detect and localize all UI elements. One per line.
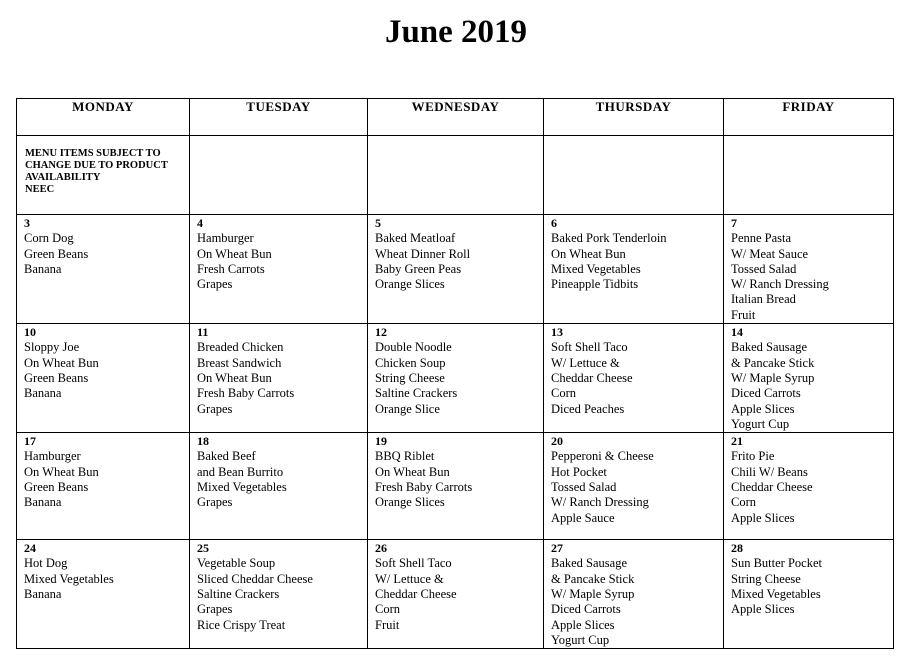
menu-item: & Pancake Stick (731, 355, 815, 370)
day-date: 25 (197, 541, 209, 556)
menu-item: Yogurt Cup (731, 416, 790, 431)
menu-item: W/ Ranch Dressing (551, 495, 649, 510)
weekday-header-thursday: THURSDAY (544, 99, 724, 136)
day-cell (17, 215, 190, 324)
menu-item: Sloppy Joe (24, 340, 80, 355)
day-cell (17, 540, 190, 649)
menu-item: On Wheat Bun (197, 370, 272, 385)
week-row (17, 540, 894, 649)
menu-item: Corn (375, 602, 400, 617)
availability-note (17, 136, 189, 196)
menu-item: W/ Meat Sauce (731, 246, 809, 261)
menu-item: Cheddar Cheese (375, 587, 457, 602)
menu-item: Hamburger (197, 231, 254, 246)
day-cell (368, 324, 544, 433)
day-date: 21 (731, 434, 743, 449)
day-date: 4 (197, 216, 203, 230)
day-menu (190, 324, 367, 417)
menu-item: Baked Sausage (731, 340, 808, 355)
note-row (17, 136, 894, 215)
page-title: June 2019 (384, 14, 528, 50)
menu-item: Italian Bread (731, 292, 796, 307)
menu-item: W/ Maple Syrup (731, 370, 815, 385)
day-cell (724, 324, 894, 433)
empty-cell (544, 136, 724, 215)
menu-item: Orange Slice (375, 401, 440, 416)
menu-item: Penne Pasta (731, 231, 792, 246)
note-line: AVAILABILITY (25, 172, 101, 183)
day-cell (368, 540, 544, 649)
menu-item: Vegetable Soup (197, 556, 276, 571)
note-line: CHANGE DUE TO PRODUCT (25, 160, 168, 171)
day-cell (544, 433, 724, 540)
day-menu (724, 324, 893, 432)
week-row (17, 433, 894, 540)
day-menu (724, 433, 893, 526)
day-cell (190, 433, 368, 540)
day-date: 26 (375, 541, 387, 556)
day-menu (190, 433, 367, 510)
day-cell (190, 540, 368, 649)
menu-item: Grapes (197, 277, 233, 292)
menu-item: Apple Slices (731, 602, 795, 617)
menu-item: Corn (551, 386, 576, 401)
menu-item: Green Beans (24, 480, 89, 495)
menu-item: Apple Slices (731, 510, 795, 525)
menu-item: Fresh Baby Carrots (197, 386, 295, 401)
menu-item: Chicken Soup (375, 355, 446, 370)
calendar-table (16, 98, 894, 649)
menu-item: Fresh Carrots (197, 261, 265, 276)
menu-item: Soft Shell Taco (551, 340, 628, 355)
menu-item: Banana (24, 386, 62, 401)
menu-item: Hot Dog (24, 556, 68, 571)
menu-item: Sun Butter Pocket (731, 556, 822, 571)
note-cell (17, 136, 190, 215)
day-menu (17, 540, 189, 602)
day-date: 6 (551, 216, 557, 230)
menu-item: Hot Pocket (551, 464, 607, 479)
menu-item: On Wheat Bun (375, 464, 450, 479)
day-date: 20 (551, 434, 563, 449)
menu-item: Baked Pork Tenderloin (551, 231, 667, 246)
menu-item: String Cheese (375, 370, 445, 385)
menu-item: On Wheat Bun (197, 246, 272, 261)
empty-cell (190, 136, 368, 215)
menu-item: Banana (24, 261, 62, 276)
day-menu (190, 215, 367, 292)
menu-item: W/ Lettuce & (551, 355, 620, 370)
menu-item: On Wheat Bun (24, 355, 99, 370)
menu-item: Frito Pie (731, 449, 775, 464)
menu-item: Orange Slices (375, 495, 445, 510)
day-menu (724, 540, 893, 617)
menu-item: Yogurt Cup (551, 632, 610, 647)
menu-item: Rice Crispy Treat (197, 617, 286, 632)
menu-item: Grapes (197, 401, 233, 416)
day-menu (17, 433, 189, 510)
menu-item: Double Noodle (375, 340, 452, 355)
day-cell (544, 540, 724, 649)
day-cell (544, 215, 724, 324)
menu-item: Wheat Dinner Roll (375, 246, 471, 261)
menu-item: and Bean Burrito (197, 464, 284, 479)
menu-item: Orange Slices (375, 277, 445, 292)
day-cell (724, 433, 894, 540)
menu-item: Fruit (731, 307, 756, 322)
note-line: MENU ITEMS SUBJECT TO (25, 148, 161, 159)
menu-item: Diced Carrots (551, 602, 621, 617)
menu-item: Baby Green Peas (375, 261, 462, 276)
menu-item: Breaded Chicken (197, 340, 284, 355)
day-menu (368, 215, 543, 292)
day-menu (190, 540, 367, 633)
day-menu (724, 215, 893, 323)
day-menu (544, 324, 723, 417)
day-date: 24 (24, 541, 36, 556)
menu-item: Breast Sandwich (197, 355, 282, 370)
menu-item: String Cheese (731, 571, 801, 586)
day-cell (724, 215, 894, 324)
menu-item: W/ Lettuce & (375, 571, 444, 586)
day-date: 18 (197, 434, 209, 449)
menu-item: Baked Meatloaf (375, 231, 456, 246)
weekday-header-tuesday: TUESDAY (190, 99, 368, 136)
day-date: 13 (551, 325, 563, 340)
weekday-header-wednesday: WEDNESDAY (368, 99, 544, 136)
day-menu (368, 433, 543, 510)
day-menu (544, 215, 723, 292)
day-cell (17, 324, 190, 433)
menu-item: W/ Maple Syrup (551, 587, 635, 602)
menu-item: W/ Ranch Dressing (731, 277, 829, 292)
day-date: 27 (551, 541, 563, 556)
weekday-header-row (17, 99, 894, 136)
menu-item: Chili W/ Beans (731, 464, 808, 479)
week-row (17, 324, 894, 433)
menu-item: Mixed Vegetables (197, 480, 287, 495)
day-cell (368, 215, 544, 324)
menu-item: BBQ Riblet (375, 449, 435, 464)
menu-item: Corn Dog (24, 231, 74, 246)
menu-item: Grapes (197, 602, 233, 617)
day-menu (17, 215, 189, 277)
menu-item: Saltine Crackers (375, 386, 458, 401)
empty-cell (724, 136, 894, 215)
menu-item: Sliced Cheddar Cheese (197, 571, 313, 586)
day-date: 10 (24, 325, 36, 340)
menu-item: Cheddar Cheese (731, 480, 813, 495)
menu-item: & Pancake Stick (551, 571, 635, 586)
day-date: 28 (731, 541, 743, 556)
day-menu (544, 540, 723, 648)
menu-item: Baked Beef (197, 449, 256, 464)
day-cell (368, 433, 544, 540)
menu-item: Apple Sauce (551, 510, 615, 525)
note-line: NEEC (25, 184, 55, 195)
menu-item: Baked Sausage (551, 556, 628, 571)
menu-item: Green Beans (24, 370, 89, 385)
day-cell (17, 433, 190, 540)
menu-item: Banana (24, 587, 62, 602)
day-date: 11 (197, 325, 209, 340)
menu-item: Mixed Vegetables (24, 571, 114, 586)
menu-item: Tossed Salad (551, 480, 617, 495)
menu-item: On Wheat Bun (551, 246, 626, 261)
day-menu (368, 324, 543, 417)
day-cell (544, 324, 724, 433)
menu-item: Pepperoni & Cheese (551, 449, 654, 464)
day-date: 12 (375, 325, 387, 340)
day-cell (190, 215, 368, 324)
day-date: 5 (375, 216, 381, 230)
day-menu (544, 433, 723, 526)
menu-item: Tossed Salad (731, 261, 797, 276)
day-menu (368, 540, 543, 633)
menu-item: Green Beans (24, 246, 89, 261)
menu-item: Apple Slices (551, 617, 615, 632)
menu-item: Soft Shell Taco (375, 556, 452, 571)
menu-item: Pineapple Tidbits (551, 277, 639, 292)
menu-item: Fruit (375, 617, 400, 632)
empty-cell (368, 136, 544, 215)
menu-item: Banana (24, 495, 62, 510)
day-date: 19 (375, 434, 387, 449)
menu-item: Saltine Crackers (197, 587, 280, 602)
day-date: 17 (24, 434, 36, 449)
week-row (17, 215, 894, 324)
menu-item: Diced Peaches (551, 401, 625, 416)
weekday-header-friday: FRIDAY (724, 99, 894, 136)
day-menu (17, 324, 189, 401)
day-date: 7 (731, 216, 737, 230)
menu-item: Mixed Vegetables (731, 587, 821, 602)
menu-item: Apple Slices (731, 401, 795, 416)
menu-item: Diced Carrots (731, 386, 801, 401)
day-cell (190, 324, 368, 433)
menu-item: Corn (731, 495, 756, 510)
day-date: 14 (731, 325, 743, 340)
menu-item: Fresh Baby Carrots (375, 480, 473, 495)
menu-item: Cheddar Cheese (551, 370, 633, 385)
weekday-header-monday: MONDAY (17, 99, 190, 136)
menu-item: Hamburger (24, 449, 81, 464)
day-cell (724, 540, 894, 649)
menu-item: On Wheat Bun (24, 464, 99, 479)
menu-item: Grapes (197, 495, 233, 510)
day-date: 3 (24, 216, 30, 230)
menu-item: Mixed Vegetables (551, 261, 641, 276)
